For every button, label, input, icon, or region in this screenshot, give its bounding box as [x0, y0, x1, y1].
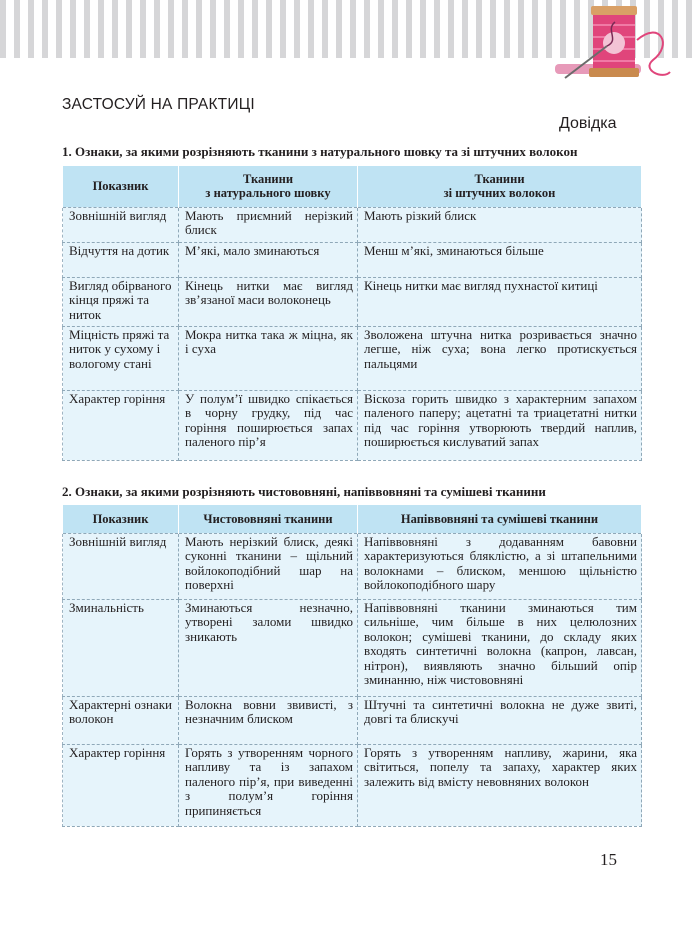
artificial-fiber-cell: Віскоза горить швидко з характерним запахом паленого паперу; ацетатні та триацетатні нитки під час горіння утворюють твердий наплив, поширюється кислуватий запах [358, 390, 642, 460]
header-semi-wool: Напіввовняні та сумішеві тканини [358, 505, 642, 533]
indicator-cell: Характер горіння [63, 390, 179, 460]
table-row [63, 696, 642, 744]
header-artificial-line2: зі штучних волокон [443, 186, 556, 201]
header-pure-wool: Чистововняні тканини [179, 505, 358, 533]
table-row [63, 326, 642, 390]
indicator-cell: Вигляд обірваного кінця пряжі та ниток [63, 277, 179, 326]
semi-wool-cell: Горять з утворенням напливу, жарини, яка світиться, попелу та запаху, характер яких залежить від вмісту невовняних волокон [358, 744, 642, 826]
section-title: ЗАСТОСУЙ НА ПРАКТИЦІ [62, 96, 255, 113]
semi-wool-cell: Напіввовняні тканини зминаються тим сильніше, чим більше в них целюлозних волокон; сумішеві тканини, до складу яких входять синтетичні волокна (капрон, лавсан, нітрон), виявляють значно більший опір зминанню, ніж чистововняні [358, 599, 642, 696]
pure-wool-cell: Зминаються незначно, утворені заломи швидко зникають [179, 599, 358, 696]
natural-silk-cell: Мокра нитка така ж міцна, як і суха [179, 326, 358, 390]
artificial-fiber-cell: Кінець нитки має вигляд пухнастої китиці [358, 277, 642, 326]
silk-comparison-table [62, 166, 642, 461]
artificial-fiber-cell: Мають різкий блиск [358, 207, 642, 242]
table-header-row [63, 505, 642, 533]
artificial-fiber-cell: Менш м’які, зминаються більше [358, 242, 642, 277]
indicator-cell: Відчуття на дотик [63, 242, 179, 277]
pure-wool-cell: Горять з утворенням чорного напливу та із запахом паленого пір’я, при виведенні з полум’я горіння припиняється [179, 744, 358, 826]
table-row [63, 390, 642, 460]
table-row [63, 242, 642, 277]
natural-silk-cell: У полум’ї швидко спікається в чорну грудку, під час горіння поширюється запах паленого пір’я [179, 390, 358, 460]
table1-title: 1. Ознаки, за якими розрізняють тканини з натурального шовку та зі штучних волокон [62, 144, 578, 159]
semi-wool-cell: Штучні та синтетичні волокна не дуже звиті, довгі та блискучі [358, 696, 642, 744]
pure-wool-cell: Волокна вовни звивисті, з незначним блиском [179, 696, 358, 744]
table-row [63, 533, 642, 599]
indicator-cell: Характерні ознаки волокон [63, 696, 179, 744]
indicator-cell: Характер горіння [63, 744, 179, 826]
indicator-cell: Зовнішній вигляд [63, 207, 179, 242]
indicator-cell: Міцність пряжі та ниток у сухому і вологому стані [63, 326, 179, 390]
table2-title: 2. Ознаки, за якими розрізняють чистововняні, напіввовняні та сумішеві тканини [62, 484, 546, 499]
table-header-row [63, 166, 642, 207]
table-row [63, 599, 642, 696]
page-number: 15 [600, 850, 617, 869]
header-indicator: Показник [63, 166, 179, 207]
header-natural-line2: з натурального шовку [205, 186, 331, 201]
header-artificial-line1: Тканини [474, 172, 525, 187]
natural-silk-cell: Мають приємний нерізкий блиск [179, 207, 358, 242]
header-natural-line1: Тканини [242, 172, 294, 187]
header-artificial-fibers [358, 166, 642, 207]
header-indicator: Показник [63, 505, 179, 533]
indicator-cell: Зминальність [63, 599, 179, 696]
table-row [63, 744, 642, 826]
natural-silk-cell: М’які, мало зминаються [179, 242, 358, 277]
thread-spool-icon [545, 0, 685, 108]
artificial-fiber-cell: Зволожена штучна нитка розривається значно легше, ніж суха; вона легко протискується пальцями [358, 326, 642, 390]
semi-wool-cell: Напіввовняні з додаванням бавовни характеризуються бляклістю, а зі штапельними волокнами – блиском, меншою щільністю войлокоподібного шару [358, 533, 642, 599]
natural-silk-cell: Кінець нитки має вигляд зв’язаної маси волоконець [179, 277, 358, 326]
header-natural-silk [179, 166, 358, 207]
reference-label: Довідка [559, 115, 617, 132]
indicator-cell: Зовнішній вигляд [63, 533, 179, 599]
pure-wool-cell: Мають нерізкий блиск, деякі суконні тканини – щільний войлокоподібний шар на поверхні [179, 533, 358, 599]
wool-comparison-table [62, 505, 642, 827]
table-row [63, 277, 642, 326]
table-row [63, 207, 642, 242]
